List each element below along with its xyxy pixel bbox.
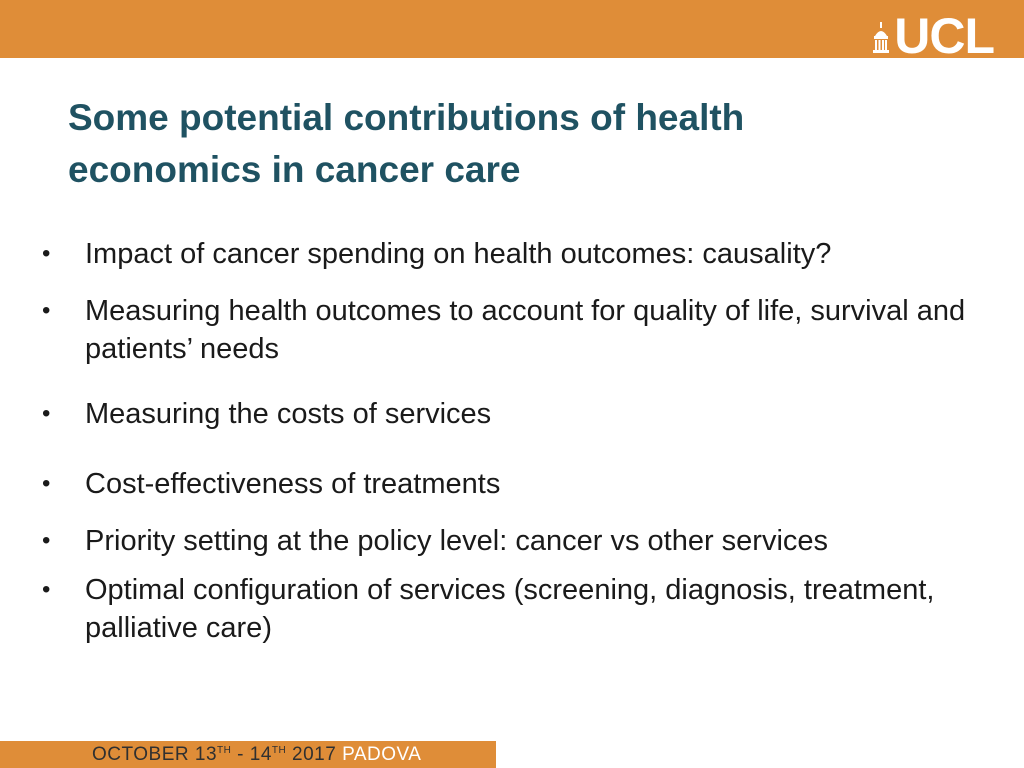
bullet-item	[42, 395, 1002, 433]
footer-bar	[0, 741, 496, 768]
logo-text: UCL	[894, 8, 994, 64]
bullet-item	[42, 292, 1002, 368]
bullet-item	[42, 465, 1002, 503]
bullet-text: Measuring the costs of services	[85, 398, 492, 430]
bullet-marker: •	[42, 527, 51, 554]
footer-month: OCTOBER 13	[92, 743, 218, 765]
footer-year: 2017	[286, 743, 343, 765]
bullet-text: Cost-effectiveness of treatments	[85, 468, 501, 500]
bullet-item	[42, 522, 1002, 560]
footer-separator: - 14	[231, 743, 272, 765]
footer-ordinal: TH	[217, 744, 232, 756]
portico-icon	[872, 22, 890, 56]
bullet-item	[42, 571, 1002, 647]
bullet-item	[42, 235, 1002, 273]
bullet-marker: •	[42, 576, 51, 603]
bullet-marker: •	[42, 470, 51, 497]
footer-ordinal: TH	[271, 744, 287, 756]
bullet-text: Priority setting at the policy level: cancer vs other services	[85, 525, 829, 557]
bullet-text: Optimal configuration of services (screening, diagnosis, treatment, palliative care)	[85, 574, 935, 644]
footer-date	[92, 744, 421, 766]
bullet-text: Measuring health outcomes to account for quality of life, survival and patients’ needs	[85, 295, 966, 365]
ucl-logo	[872, 8, 994, 64]
header-bar	[0, 0, 1024, 64]
bullet-marker: •	[42, 297, 51, 324]
bullet-marker: •	[42, 240, 51, 267]
footer-place: PADOVA	[342, 743, 422, 765]
bullet-marker: •	[42, 400, 51, 427]
bullet-text: Impact of cancer spending on health outcomes: causality?	[85, 238, 832, 270]
slide-title: Some potential contributions of health economics in cancer care	[68, 97, 745, 190]
